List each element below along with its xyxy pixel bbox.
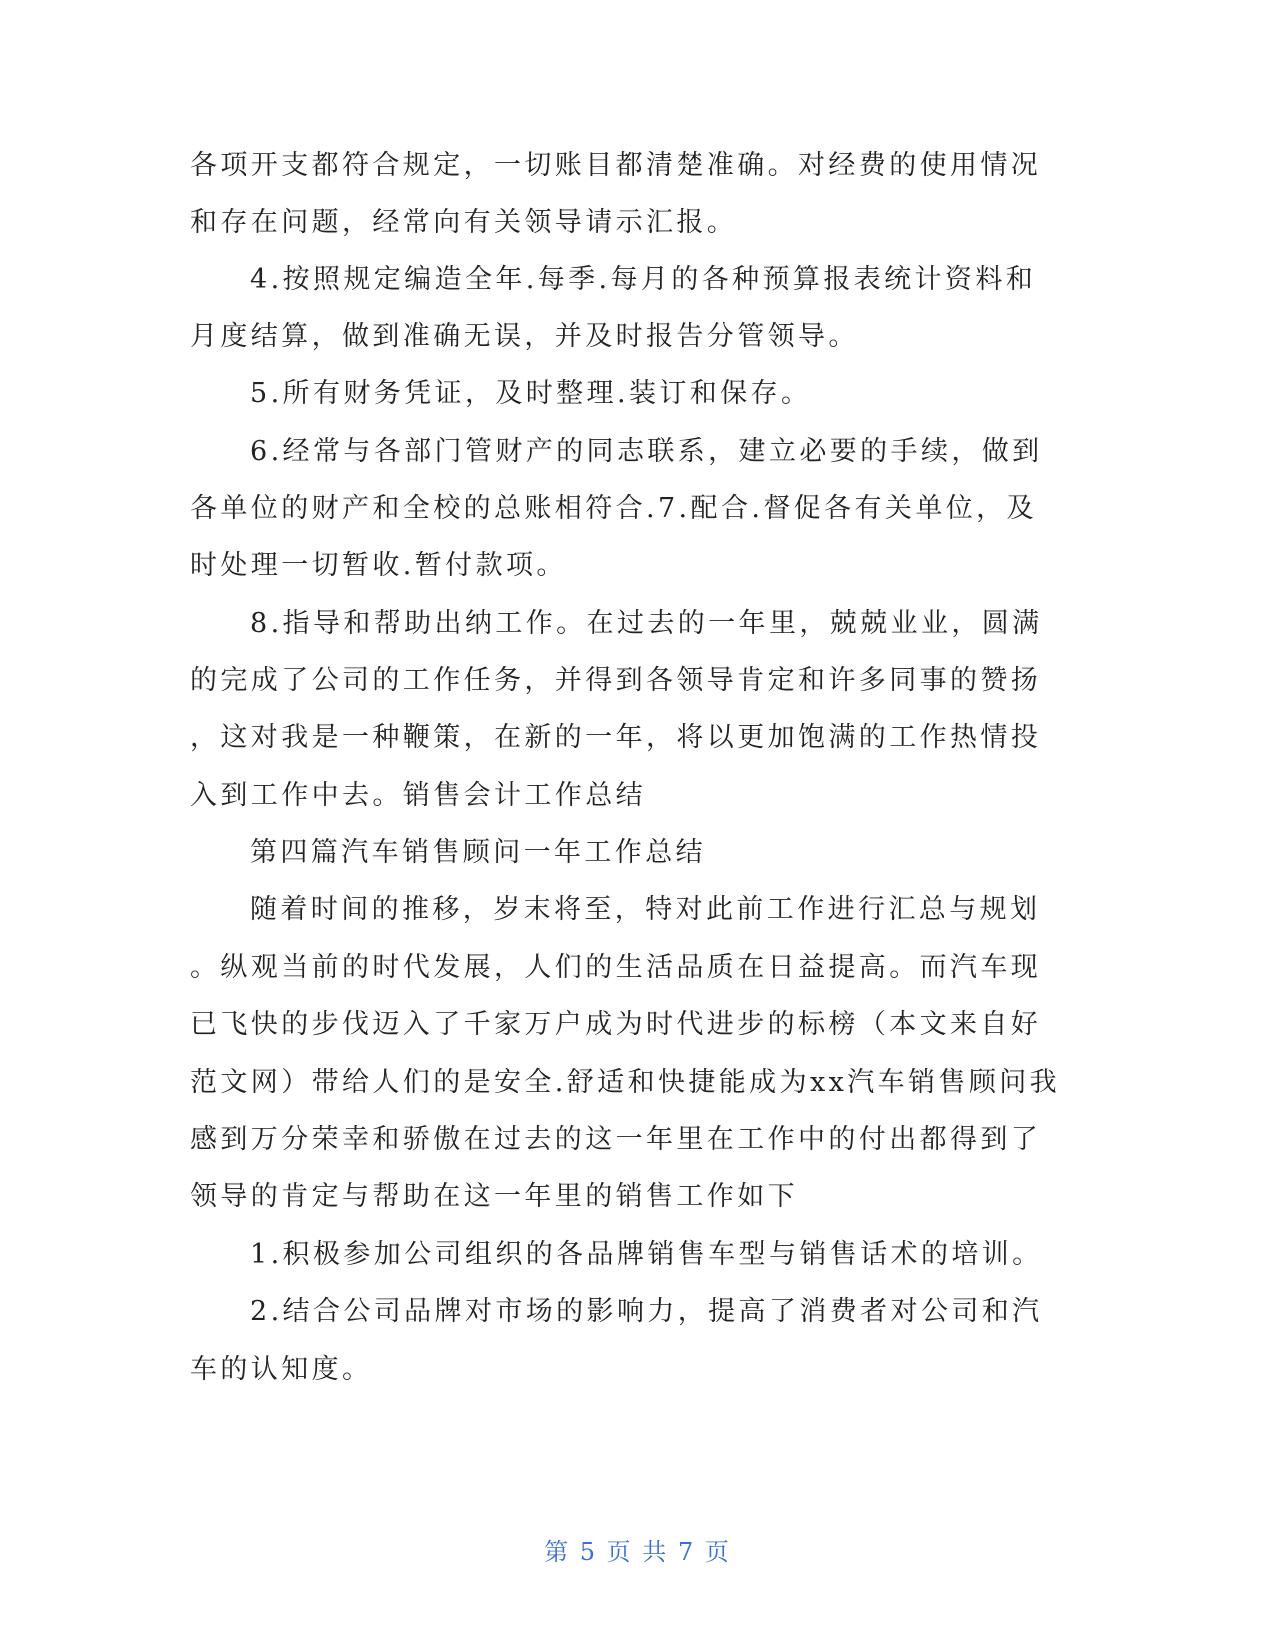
text-line: 范文网）带给人们的是安全.舒适和快捷能成为xx汽车销售顾问我 (190, 1067, 1061, 1098)
text-line: 2.结合公司品牌对市场的影响力，提高了消费者对公司和汽 (250, 1296, 1043, 1327)
text-line: 的完成了公司的工作任务，并得到各领导肯定和许多同事的赞扬 (190, 665, 1042, 696)
section-heading: 第四篇汽车销售顾问一年工作总结 (250, 837, 706, 868)
text-line: 领导的肯定与帮助在这一年里的销售工作如下 (190, 1181, 798, 1212)
text-line: 4.按照规定编造全年.每季.每月的各种预算报表统计资料和 (250, 264, 1037, 295)
text-line: 。纵观当前的时代发展，人们的生活品质在日益提高。而汽车现 (190, 952, 1042, 983)
page-number-footer: 第 5 页 共 7 页 (544, 1538, 731, 1566)
text-line: 时处理一切暂收.暂付款项。 (190, 550, 567, 581)
text-line: 8.指导和帮助出纳工作。在过去的一年里，兢兢业业，圆满 (250, 608, 1043, 639)
text-line: 6.经常与各部门管财产的同志联系，建立必要的手续，做到 (250, 436, 1043, 467)
text-line: 随着时间的推移，岁末将至，特对此前工作进行汇总与规划 (250, 894, 1041, 925)
text-line: 已飞快的步伐迈入了千家万户成为时代进步的标榜（本文来自好 (190, 1009, 1042, 1040)
text-line: 感到万分荣幸和骄傲在过去的这一年里在工作中的付出都得到了 (190, 1124, 1042, 1155)
text-line: 1.积极参加公司组织的各品牌销售车型与销售话术的培训。 (250, 1239, 1043, 1270)
text-line: 各单位的财产和全校的总账相符合.7.配合.督促各有关单位，及 (190, 493, 1037, 524)
text-line: 5.所有财务凭证，及时整理.装订和保存。 (250, 378, 812, 409)
text-line: ，这对我是一种鞭策，在新的一年，将以更加饱满的工作热情投 (190, 722, 1042, 753)
text-line: 车的认知度。 (190, 1354, 373, 1385)
text-line: 各项开支都符合规定，一切账目都清楚准确。对经费的使用情况 (190, 150, 1042, 181)
text-line: 入到工作中去。销售会计工作总结 (190, 780, 646, 811)
text-line: 月度结算，做到准确无误，并及时报告分管领导。 (190, 321, 859, 352)
text-line: 和存在问题，经常向有关领导请示汇报。 (190, 207, 738, 238)
